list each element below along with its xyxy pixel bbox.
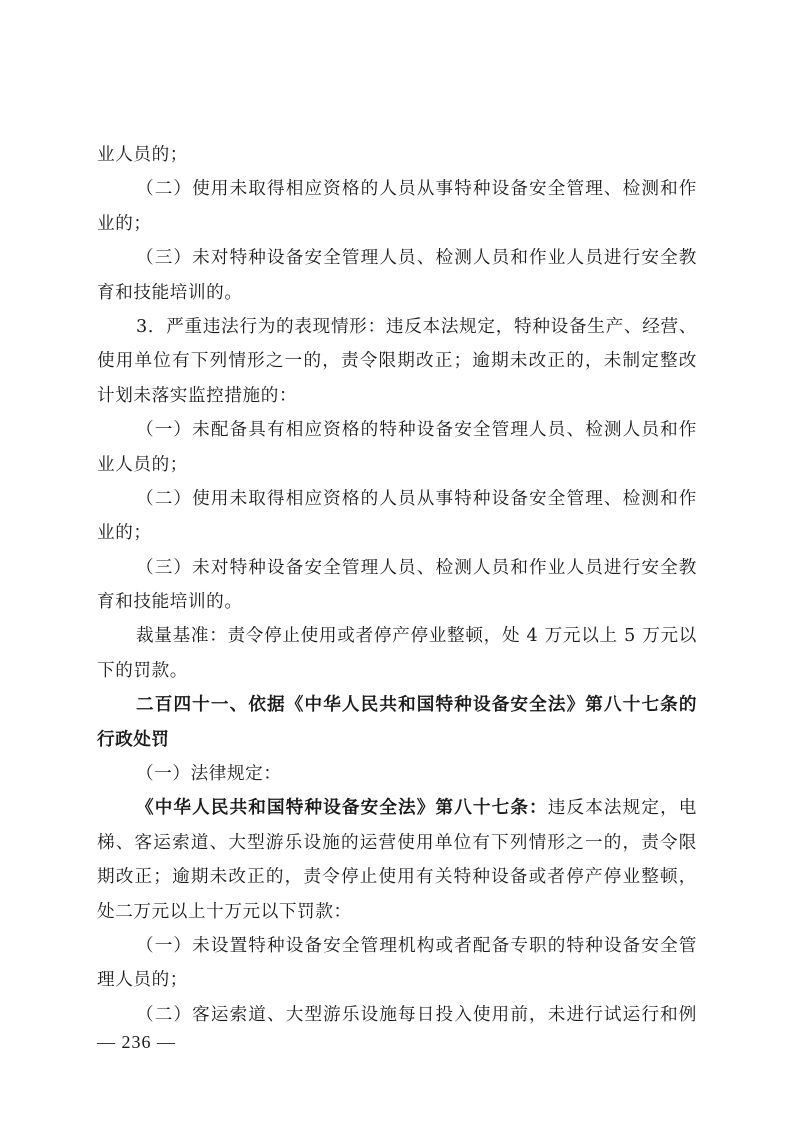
- text-line: （二）使用未取得相应资格的人员从事特种设备安全管理、检测和作: [136, 488, 697, 509]
- text-line: （二）客运索道、大型游乐设施每日投入使用前，未进行试运行和例: [136, 1004, 697, 1025]
- text-line: （二）使用未取得相应资格的人员从事特种设备安全管理、检测和作: [136, 179, 697, 200]
- section-heading: 行政处罚: [97, 729, 170, 750]
- text-line: 3．严重违法行为的表现情形：违反本法规定，特种设备生产、经营、: [136, 316, 697, 337]
- text-line: 下的罚款。: [97, 660, 188, 681]
- text-line: 处二万元以上十万元以下罚款：: [97, 901, 352, 922]
- text-line: （三）未对特种设备安全管理人员、检测人员和作业人员进行安全教: [136, 248, 697, 269]
- text-line: 育和技能培训的。: [97, 282, 243, 303]
- text-line: 业的；: [97, 213, 152, 234]
- text-line: （一）未配备具有相应资格的特种设备安全管理人员、检测人员和作: [136, 420, 697, 441]
- document-body: [97, 138, 697, 1032]
- text-line: [97, 791, 697, 825]
- text-span: 违反本法规定，电: [547, 798, 697, 819]
- text-line: 期改正；逾期未改正的，责令停止使用有关特种设备或者停产停业整顿，: [97, 867, 697, 888]
- text-line: 业的；: [97, 523, 152, 544]
- text-line: 裁量基准：责令停止使用或者停产停业整顿，处 4 万元以上 5 万元以: [136, 626, 697, 647]
- text-line: 梯、客运索道、大型游乐设施的运营使用单位有下列情形之一的，责令限: [97, 832, 697, 853]
- section-heading: 二百四十一、依据《中华人民共和国特种设备安全法》第八十七条的: [136, 695, 697, 716]
- text-line: 使用单位有下列情形之一的，责令限期改正；逾期未改正的，未制定整改: [97, 351, 697, 372]
- text-line: 业人员的；: [97, 145, 188, 165]
- text-line: （三）未对特种设备安全管理人员、检测人员和作业人员进行安全教: [136, 557, 697, 578]
- law-citation: 《中华人民共和国特种设备安全法》第八十七条：: [136, 798, 548, 819]
- text-line: （一）法律规定：: [136, 764, 282, 785]
- text-line: 业人员的；: [97, 454, 188, 475]
- text-line: 理人员的；: [97, 970, 188, 991]
- text-line: （一）未设置特种设备安全管理机构或者配备专职的特种设备安全管: [136, 935, 697, 956]
- page-number: — 236 —: [97, 1032, 176, 1052]
- text-line: 计划未落实监控措施的：: [97, 385, 298, 406]
- text-line: 育和技能培训的。: [97, 592, 243, 613]
